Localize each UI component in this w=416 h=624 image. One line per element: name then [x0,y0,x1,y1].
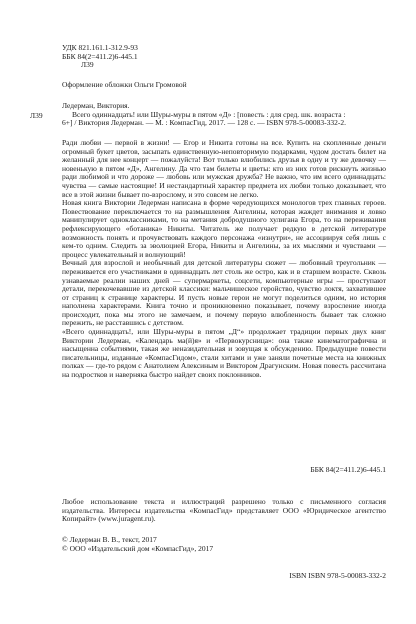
bbk-bottom [310,466,386,475]
abstract-paragraph-3: Вечный для взрослой и необычный для детской литературы сюжет — любовный треугольник — переживается его участниками в одиннадцать лет столь же остро, как и в старшем возрасте. Сквозь узнаваемые реалии наших дней — супермаркеты, соцсети, компьютерные игры — проступают детали, перекочевавшие из детской классики: мальчишеское геройство, чувство локтя, захватившее от страниц к странице характеры. И пусть новые герои не могут поделиться одним, но история наполнена характерами. Книга точно и проникновенно показывает, почему взросление иногда происходит, пока мы этого не замечаем, и почему первую влюбленность бывает так сложно пережить, не расставшись с детством. [62,258,386,328]
rights-text: Любое использование текста и иллюстраций разрешено только с письменного согласия издательства. Интересы издательства «КомпасГид» представляет ООО «Юридическое агентство Копирайт» (www.juragent.ru). [62,497,386,524]
rights-notice [62,498,386,524]
bibliographic-record [30,101,386,128]
cover-design-credit [62,81,386,90]
author-mark: Л39 [81,60,94,70]
classification-codes [62,44,386,70]
bbk-code: ББК 84(2=411.2)6-445.1 [62,51,138,61]
biblio-line-2: 6+] / Виктория Ледерман. — М. : КомпасГид, 2017. — 128 с. — ISBN 978-5-00083-332-2. [62,118,347,128]
copyright-publisher: © ООО «Издательский дом «КомпасГид», 2017 [62,543,214,553]
biblio-line-1: Всего одиннадцать! или Шуры-муры в пятом «Д» : [повесть : для сред. шк. возраста : [72,109,346,119]
udk-code: УДК 821.161.1-312.9-93 [62,43,138,52]
copyright-author: © Ледерман В. В., текст, 2017 [62,535,157,544]
abstract [62,139,386,380]
bbk-bottom-code: ББК 84(2=411.2)6-445.1 [310,465,386,474]
isbn-text: ISBN ISBN 978-5-00083-332-2 [289,571,386,580]
abstract-paragraph-1: Ради любви — первой в жизни! — Егор и Никита готовы на все. Купить на скопленные деньги огромный букет цветов, засыпать единственную-неповторимую подарками, чудом достать билет на желанный для нее концерт — пожалуйста! Вот только влюбились друзья в одну и ту же девочку — новенькую в пятом «Д», Ангелину. Да что там билеты и цветы: кто из них готов рискнуть жизнью ради любимой и что дороже — любовь или мужская дружба? Не важно, что им всего одиннадцать: чувства — самые настоящие! И нестандартный характер предмета их любви только доказывает, что все в этой жизни бывает по-взрослому, и это совсем не легко. [62,138,386,199]
isbn [289,572,386,581]
biblio-author: Ледерман, Виктория. [62,101,130,110]
biblio-author-mark: Л39 [30,111,43,120]
abstract-paragraph-2: Новая книга Виктории Ледерман написана в форме чередующихся монологов трех главных героев. Повествование переключается то на размышления Ангелины, которая жаждет внимания и ловко манипулирует одноклассниками, то на метания добродушного хулигана Егора, то на переживания рефлексирующего «ботаника» Никиты. Читатель же получает редкую в детской литературе возможность понять и прочувствовать каждого персонажа «изнутри», не ассоциируя себя лишь с кем-то одним. Следить за эволюцией Егора, Никиты и Ангелины, за их мыслями и чувствами — процесс увлекательный и волнующий! [62,198,386,259]
abstract-paragraph-4: «Всего одиннадцать!, или Шуры-муры в пятом „Д“» продолжает традиции первых двух книг Виктории Ледерман, «Календарь ма(й)я» и «Первокурсница»: она также кинематографична и насыщенна событиями, такая же неназидательная и зовущая к обсуждению. Предыдущие повести писательницы, изданные «КомпасГидом», стали хитами и уже заняли почетные места на книжных полках — где-то рядом с Анатолием Алексиным и Виктором Драгунским. Новая повесть рассчитана на подростков и наверняка быстро найдет своих поклонников. [62,327,386,380]
cover-design-text: Оформление обложки Ольги Громовой [62,80,187,89]
copyright-block [62,536,386,553]
